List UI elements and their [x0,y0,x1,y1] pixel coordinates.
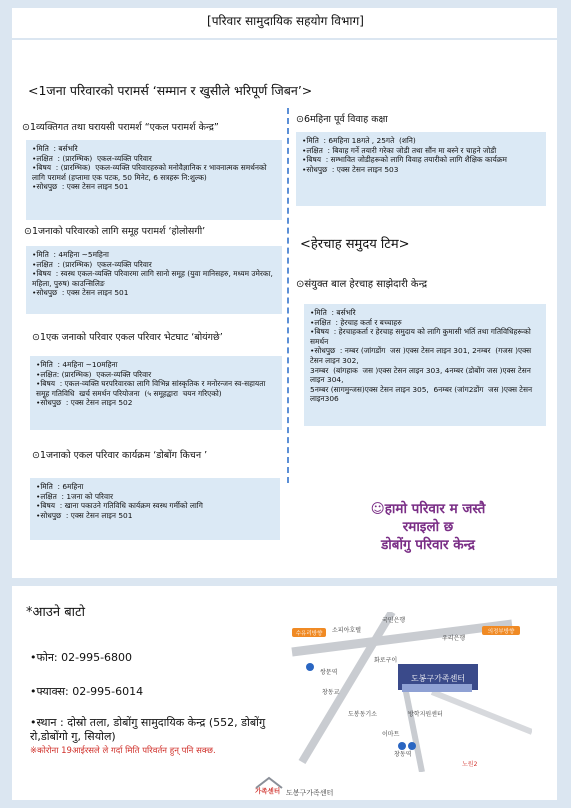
map-label-13: 노원2 [462,761,478,768]
map-label-7: 창동교 [322,689,340,696]
program-3-line: •सोधपुछ : एक्स टेसन लाइन 502 [36,398,133,408]
program-1-box [26,140,282,220]
program-4-box [30,478,280,540]
premarital-line: •लक्षित : बिवाह गर्ने तयारी गरेका जोडी तथा सौंन मा बस्ने र चाहने जोडी [302,145,497,155]
map-label-2: 소피아호텔 [332,627,361,634]
logo-text: 가족센터 [255,787,281,795]
map-label-12: 창동역 [394,751,412,758]
contact-title: *आउने बाटो [26,605,85,620]
program-3-line: •मिति : 4महिना ~10महिना [36,360,118,369]
program-3-line: •बिषय : एकल-व्यक्ति घरपरिवारका लागि विभिन्न सांस्कृतिक र मनोरन्जन स्व-सहायता समूह गतिविधि खर्च समर्थन परियोजना (५ समूहद्वारा चयन गरिएको) [36,379,271,398]
program-2-line: •लक्षित : (प्रारम्भिक) एकल-व्यक्ति परिवार [32,259,152,269]
premarital-box [296,132,546,206]
map-label-3: 수유리방향 [295,631,323,637]
left-section-title: <1जना परिवारको परामर्स ‘सम्मान र खुसीले भरिपूर्ण जिबन’> [28,83,313,98]
program-2-title: ⊙1जनाको परिवारको लागि समूह परामर्श ‘होलोसगी’ [24,226,206,237]
map-center-label: 도봉구가족센터 [410,674,466,683]
program-1-line: •सोधपुछ : एक्स टेसन लाइन 501 [32,182,129,192]
slogan [318,500,538,554]
program-1-line: •मिति : बर्सभरि [32,144,78,153]
program-2-line: •सोधपुछ : एक्स टेसन लाइन 501 [32,288,129,298]
program-4-line: •सोधपुछ : एक्स टेसन लाइन 501 [36,510,133,520]
program-1-title: ⊙1व्यक्तिगत तथा घरायसी परामर्श “एकल परामर्श केन्द्र” [22,122,219,133]
fax: •फ्याक्स: 02-995-6014 [30,685,144,698]
map-label-8: 화로구이 [374,657,398,664]
divider-dashed [287,108,289,483]
page-title: [परिवार सामुदायिक सहयोग विभाग] [207,14,364,28]
map-label-5: 의정부방향 [487,629,515,635]
map-label-6: 쌍문역 [320,669,338,676]
joint-line: •सोधपुछ : नम्बर (जांगडोंग जस )एक्स टेसन लाइन 301, 2नम्बर (गजस )एक्स टेसन लाइन 302, 3नम्बर (बांगहाक जस )एक्स टेसन लाइन 303, 4नम्बर (डोबोंग जस )एक्स टेसन लाइन 304, 5नम्बर (सागमुन्जस)एक्स टेसन लाइन 305, 6नम्बर (जांग2डोंग जस )एक्स टेसन लाइन306 [310,346,533,404]
family-center-logo [254,776,284,800]
map-label-9: 도봉동기소 [348,711,377,718]
joint-box [304,304,546,426]
program-1-line: •लक्षित : (प्रारम्भिक) एकल-व्यक्ति परिवार [32,153,152,163]
premarital-line: •मिति : 6महिना 18गते , 25गते (शनि) [302,136,416,145]
team-title: <हेरचाह समुदय टिम> [300,237,410,252]
program-2-box [26,246,282,314]
joint-line: •मिति : बर्सभरि [310,308,356,317]
program-2-line: •बिषय : स्वस्थ एकल-व्यक्ति परिवारमा लागि सानो समूह (युवा मानिसहरु, मध्यम उमेरका, महिला, पुरुष) काउन्सिलिङ [32,269,276,288]
map-label-10: 방학지원센터 [408,711,443,718]
program-4-line: •लक्षित : 1जना को परिवार [36,491,114,501]
location: •स्थान : दोस्रो तला, डोबोंगु सामुदायिक केन्द्र (552, डोबोंगु रो,डोबोंगो गु, सियोल) [30,716,266,743]
joint-title: ⊙संयुक्त बाल हेरचाह साझेदारी केन्द्र [296,279,428,290]
program-3-box [30,356,282,430]
phone: •फोन: 02-995-6800 [30,651,133,664]
covid-notice: ※कोरोना 19आईरसले ले गर्दा मिति परिवर्तन हुन् पनि सक्छ. [30,746,216,756]
program-3-line: •लक्षित: (प्रारम्भिक) एकल-व्यक्ति परिवार [36,369,152,379]
map-label-1: 국민은행 [382,617,406,624]
program-1-line: •बिषय : (प्रारम्भिक) एकल-व्यक्ति परिवारहरुको मनोवैज्ञानिक र भावनात्मक समर्थनको लागि परामर्श (हप्तामा एक पटक, 50 मिनेट, 6 सत्रहरू नि:शुल्क) [32,163,269,182]
slogan-line: रमाइलो छ [402,519,454,535]
program-3-title: ⊙1एक जनाको परिवार एकल परिवार भेटघाट ‘बोयंगछे’ [32,332,223,343]
slogan-line: ☺हामो परिवार म जस्तै [370,501,486,517]
footer-center-name: 도봉구가족센터 [286,789,334,797]
premarital-line: •सोधपुछ : एक्स टेसन लाइन 503 [302,164,399,174]
slogan-line: डोबोंगु परिवार केन्द्र [381,537,475,553]
program-4-title: ⊙1जनाको एकल परिवार कार्यक्रम ‘डोबोंग किचन ’ [32,450,208,461]
joint-line: •लक्षित : हेरचाह कर्ता र बच्चाहरु [310,317,402,327]
map-label-4: 우리은행 [442,635,466,642]
premarital-title: ⊙6महिना पूर्व विवाह कक्षा [296,114,388,125]
program-4-line: •बिषय : खाना पकाउने गतिविधि कार्यक्रम स्वस्थ गर्मीको लागि [36,501,203,511]
location-map [282,612,532,772]
premarital-line: •बिषय : सम्भावित जोडीहरूको लागि विवाह तयारीको लागि शैक्षिक कार्यक्रम [302,155,507,165]
program-2-line: •मिति : 4महिना ~5महिना [32,250,109,259]
program-4-line: •मिति : 6महिना [36,482,84,491]
map-label-11: 이마트 [382,731,400,738]
joint-line: •बिषय : हेरचाहकर्ता र हेरचाह समुदाय को लागि कुमासी भर्ति तथा गतिविधिहरूको समर्थन [310,327,534,346]
